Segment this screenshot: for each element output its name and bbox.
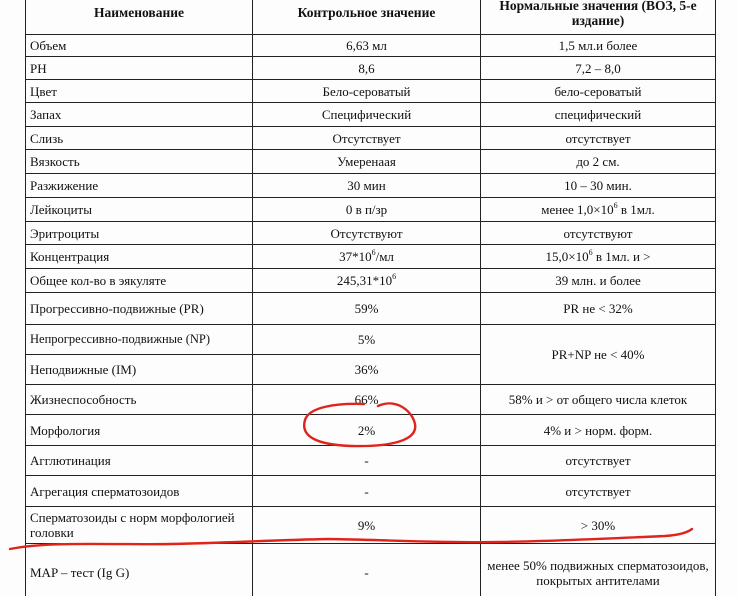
row-name: PH [26, 57, 253, 80]
row-normal: $15,0\times 10^6$ в 1мл. и > [481, 245, 716, 269]
row-name: Лейкоциты [26, 198, 253, 222]
row-control: 36% [253, 355, 481, 385]
row-normal: 10 – 30 мин. [481, 174, 716, 198]
row-normal-merged: PR+NP не < 40% [481, 325, 716, 385]
row-control: 2% [253, 415, 481, 446]
row-normal: 39 млн. и более [481, 269, 716, 293]
row-control: 59% [253, 293, 481, 325]
row-normal: 4% и > норм. форм. [481, 415, 716, 446]
row-name: Общее кол-во в эякуляте [26, 269, 253, 293]
row-control: - [253, 544, 481, 596]
row-name: Непрогрессивно-подвижные (NP) [26, 325, 253, 355]
row-control: 5% [253, 325, 481, 355]
row-normal: до 2 см. [481, 150, 716, 174]
row-control: 9% [253, 507, 481, 544]
row-normal: специфический [481, 103, 716, 127]
row-name: Объем [26, 35, 253, 57]
row-name: Слизь [26, 127, 253, 150]
row-control: Отсутствует [253, 127, 481, 150]
row-control: 30 мин [253, 174, 481, 198]
header-name: Наименование [26, 0, 253, 35]
underline-stroke [10, 529, 692, 549]
row-control: Специфический [253, 103, 481, 127]
row-control: 8,6 [253, 57, 481, 80]
row-normal: 7,2 – 8,0 [481, 57, 716, 80]
row-name: Прогрессивно-подвижные (PR) [26, 293, 253, 325]
row-control: Умеренаая [253, 150, 481, 174]
header-control: Контрольное значение [253, 0, 481, 35]
row-name: Агрегация сперматозоидов [26, 476, 253, 507]
row-name: Концентрация [26, 245, 253, 269]
row-name: Вязкость [26, 150, 253, 174]
row-normal: бело-сероватый [481, 80, 716, 103]
row-control: 66% [253, 385, 481, 415]
row-control: 0 в п/зр [253, 198, 481, 222]
row-name: Разжижение [26, 174, 253, 198]
row-name: Запах [26, 103, 253, 127]
row-normal: 1,5 мл.и более [481, 35, 716, 57]
row-control: $37*10^6/мл$ [253, 245, 481, 269]
row-name: Агглютинация [26, 446, 253, 476]
row-control: Отсутствуют [253, 222, 481, 245]
row-normal: менее $1,0\times 10^6$ в 1мл. [481, 198, 716, 222]
row-normal: отсутствует [481, 476, 716, 507]
row-name: Сперматозоиды с норм морфологией головки [26, 507, 253, 544]
row-normal: > 30% [481, 507, 716, 544]
row-name: Цвет [26, 80, 253, 103]
row-control: 6,63 мл [253, 35, 481, 57]
row-control: - [253, 476, 481, 507]
header-normal: Нормальные значения (ВОЗ, 5-е издание) [481, 0, 716, 35]
row-name: Морфология [26, 415, 253, 446]
row-name: Жизнеспособность [26, 385, 253, 415]
row-normal: отсутствует [481, 446, 716, 476]
row-control: Бело-сероватый [253, 80, 481, 103]
row-name: Неподвижные (IM) [26, 355, 253, 385]
row-normal: 58% и > от общего числа клеток [481, 385, 716, 415]
row-control: $245,31*10^6$ [253, 269, 481, 293]
row-normal: отсутствуют [481, 222, 716, 245]
row-normal: менее 50% подвижных сперматозоидов, покрытых антителами [481, 544, 716, 596]
row-normal: PR не < 32% [481, 293, 716, 325]
morphology-circle-mark [304, 403, 415, 446]
row-name: MAP – тест (Ig G) [26, 544, 253, 596]
row-name: Эритроциты [26, 222, 253, 245]
row-normal: отсутствует [481, 127, 716, 150]
row-control: - [253, 446, 481, 476]
